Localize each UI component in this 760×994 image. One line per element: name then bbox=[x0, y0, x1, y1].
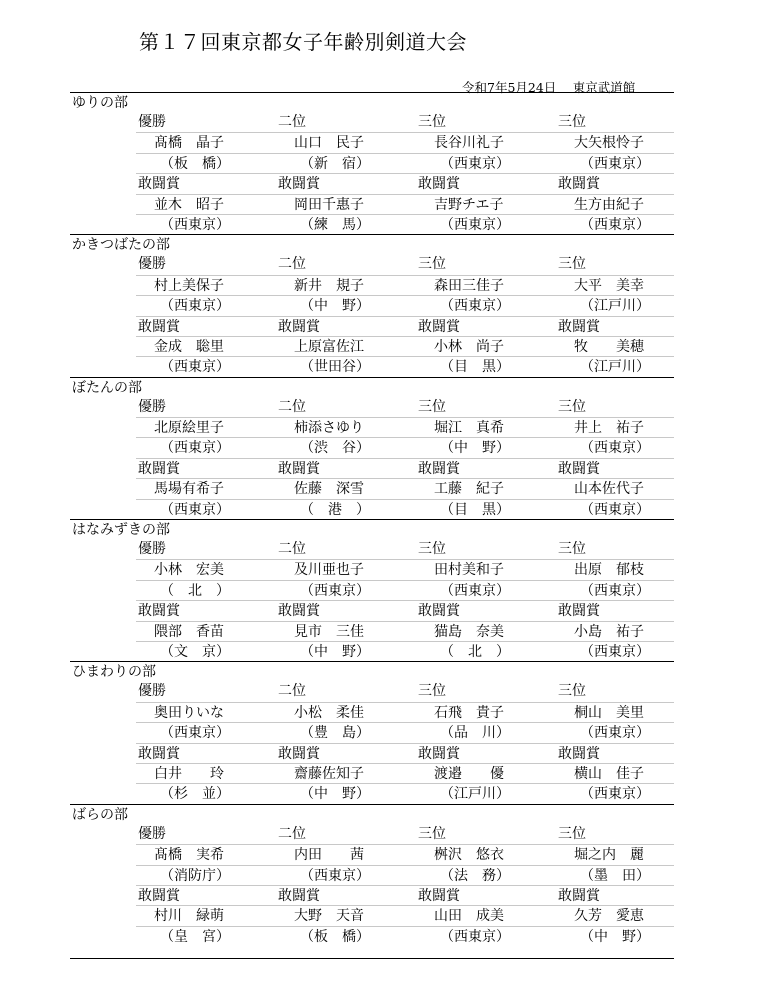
winner-affiliation: （西東京） bbox=[440, 298, 510, 315]
winner-affiliation: （西東京） bbox=[580, 582, 650, 599]
result-row bbox=[136, 173, 674, 193]
place-label: 三位 bbox=[418, 256, 446, 273]
results-table bbox=[70, 92, 674, 946]
fighting-spirit-name: 猫島 奈美 bbox=[434, 623, 504, 640]
fighting-spirit-label: 敢闘賞 bbox=[138, 460, 180, 477]
winner-name: 村上美保子 bbox=[154, 277, 224, 294]
place-label: 二位 bbox=[278, 256, 306, 273]
winner-name: 桝沢 悠衣 bbox=[434, 847, 504, 864]
division-name: ゆりの部 bbox=[70, 92, 674, 112]
fighting-spirit-name: 横山 佳子 bbox=[574, 765, 644, 782]
result-row bbox=[136, 743, 674, 763]
winner-affiliation: （豊 島） bbox=[300, 725, 370, 742]
place-label: 優勝 bbox=[138, 114, 166, 130]
fighting-spirit-name: 工藤 紀子 bbox=[434, 481, 504, 498]
place-label: 三位 bbox=[558, 541, 586, 558]
fighting-spirit-name: 山田 成美 bbox=[434, 908, 504, 925]
winner-name: 桐山 美里 bbox=[574, 704, 644, 721]
winner-name: 柿添さゆり bbox=[294, 420, 364, 437]
winner-affiliation: （西東京） bbox=[160, 725, 230, 742]
result-row bbox=[136, 865, 674, 885]
result-row bbox=[136, 356, 674, 376]
fighting-spirit-label: 敢闘賞 bbox=[138, 887, 180, 904]
fighting-spirit-name: 並木 昭子 bbox=[154, 196, 224, 213]
fighting-spirit-affiliation: （西東京） bbox=[160, 501, 230, 518]
fighting-spirit-label: 敢闘賞 bbox=[418, 176, 460, 193]
result-row bbox=[136, 824, 674, 844]
result-row bbox=[136, 275, 674, 295]
winner-affiliation: （法 務） bbox=[440, 867, 510, 884]
winner-name: 内田 茜 bbox=[294, 847, 364, 864]
result-row bbox=[136, 316, 674, 336]
fighting-spirit-affiliation: （板 橋） bbox=[300, 928, 370, 945]
winner-affiliation: （品 川） bbox=[440, 725, 510, 742]
division-section bbox=[70, 804, 674, 946]
result-row bbox=[136, 336, 674, 356]
result-row bbox=[136, 499, 674, 519]
winner-name: 長谷川礼子 bbox=[434, 135, 504, 152]
place-label: 三位 bbox=[418, 114, 446, 130]
winner-affiliation: （西東京） bbox=[300, 582, 370, 599]
place-label: 二位 bbox=[278, 114, 306, 130]
fighting-spirit-label: 敢闘賞 bbox=[418, 318, 460, 335]
result-row bbox=[136, 681, 674, 701]
fighting-spirit-affiliation: （ 北 ） bbox=[440, 643, 510, 660]
place-label: 三位 bbox=[418, 825, 446, 842]
winner-name: 小林 宏美 bbox=[154, 562, 224, 579]
place-label: 三位 bbox=[418, 541, 446, 558]
result-row bbox=[136, 539, 674, 559]
fighting-spirit-name: 生方由紀子 bbox=[574, 196, 644, 213]
page-title: 第１７回東京都女子年齢別剣道大会 bbox=[139, 30, 467, 54]
fighting-spirit-label: 敢闘賞 bbox=[418, 460, 460, 477]
fighting-spirit-label: 敢闘賞 bbox=[418, 887, 460, 904]
fighting-spirit-affiliation: （江戸川） bbox=[580, 359, 650, 376]
fighting-spirit-name: 小島 祐子 bbox=[574, 623, 644, 640]
fighting-spirit-name: 村川 緑萌 bbox=[154, 908, 224, 925]
fighting-spirit-name: 見市 三佳 bbox=[294, 623, 364, 640]
fighting-spirit-affiliation: （江戸川） bbox=[440, 786, 510, 803]
winner-affiliation: （ 北 ） bbox=[160, 582, 230, 599]
fighting-spirit-label: 敢闘賞 bbox=[418, 745, 460, 762]
fighting-spirit-label: 敢闘賞 bbox=[558, 603, 600, 620]
winner-affiliation: （西東京） bbox=[580, 155, 650, 172]
event-date-venue: 令和7年5月24日 東京武道館 bbox=[462, 80, 636, 95]
winner-affiliation: （西東京） bbox=[300, 867, 370, 884]
division-name: ばらの部 bbox=[70, 804, 674, 824]
division-section bbox=[70, 519, 674, 661]
place-label: 三位 bbox=[558, 114, 586, 130]
fighting-spirit-affiliation: （西東京） bbox=[580, 501, 650, 518]
fighting-spirit-name: 山本佐代子 bbox=[574, 481, 644, 498]
result-row bbox=[136, 458, 674, 478]
fighting-spirit-label: 敢闘賞 bbox=[138, 176, 180, 193]
fighting-spirit-name: 齋藤佐知子 bbox=[294, 765, 364, 782]
result-row bbox=[136, 926, 674, 946]
place-label: 二位 bbox=[278, 683, 306, 700]
fighting-spirit-name: 小林 尚子 bbox=[434, 338, 504, 355]
fighting-spirit-label: 敢闘賞 bbox=[558, 318, 600, 335]
place-label: 三位 bbox=[558, 825, 586, 842]
result-row bbox=[136, 763, 674, 783]
fighting-spirit-affiliation: （文 京） bbox=[160, 643, 230, 660]
winner-affiliation: （板 橋） bbox=[160, 155, 230, 172]
division-section bbox=[70, 661, 674, 803]
fighting-spirit-affiliation: （目 黒） bbox=[440, 501, 510, 518]
place-label: 優勝 bbox=[138, 256, 166, 273]
fighting-spirit-name: 金成 聡里 bbox=[154, 338, 224, 355]
result-row bbox=[136, 885, 674, 905]
place-label: 二位 bbox=[278, 398, 306, 415]
fighting-spirit-label: 敢闘賞 bbox=[558, 460, 600, 477]
result-row bbox=[136, 621, 674, 641]
winner-affiliation: （新 宿） bbox=[300, 155, 370, 172]
winner-affiliation: （中 野） bbox=[440, 440, 510, 457]
place-label: 優勝 bbox=[138, 825, 166, 842]
winner-name: 髙橋 晶子 bbox=[154, 135, 224, 152]
fighting-spirit-name: 隈部 香苗 bbox=[154, 623, 224, 640]
fighting-spirit-label: 敢闘賞 bbox=[138, 603, 180, 620]
winner-affiliation: （江戸川） bbox=[580, 298, 650, 315]
fighting-spirit-label: 敢闘賞 bbox=[558, 176, 600, 193]
winner-affiliation: （渋 谷） bbox=[300, 440, 370, 457]
fighting-spirit-affiliation: （中 野） bbox=[300, 643, 370, 660]
division-section bbox=[70, 234, 674, 376]
winner-name: 井上 祐子 bbox=[574, 420, 644, 437]
fighting-spirit-affiliation: （西東京） bbox=[440, 928, 510, 945]
fighting-spirit-name: 白井 玲 bbox=[154, 765, 224, 782]
result-row bbox=[136, 214, 674, 234]
fighting-spirit-affiliation: （西東京） bbox=[440, 216, 510, 233]
division-section bbox=[70, 92, 674, 234]
fighting-spirit-affiliation: （西東京） bbox=[580, 786, 650, 803]
division-section bbox=[70, 377, 674, 519]
fighting-spirit-label: 敢闘賞 bbox=[278, 887, 320, 904]
fighting-spirit-affiliation: （中 野） bbox=[580, 928, 650, 945]
fighting-spirit-label: 敢闘賞 bbox=[278, 176, 320, 193]
winner-name: 山口 民子 bbox=[294, 135, 364, 152]
place-label: 二位 bbox=[278, 541, 306, 558]
winner-affiliation: （中 野） bbox=[300, 298, 370, 315]
winner-affiliation: （墨 田） bbox=[580, 867, 650, 884]
place-label: 優勝 bbox=[138, 398, 166, 415]
place-label: 優勝 bbox=[138, 683, 166, 700]
winner-name: 堀之内 麗 bbox=[574, 847, 644, 864]
result-row bbox=[136, 702, 674, 722]
winner-name: 新井 規子 bbox=[294, 277, 364, 294]
fighting-spirit-name: 馬場有希子 bbox=[154, 481, 224, 498]
fighting-spirit-name: 牧 美穂 bbox=[574, 338, 644, 355]
fighting-spirit-affiliation: （ 港 ） bbox=[300, 501, 370, 518]
result-row bbox=[136, 295, 674, 315]
result-row bbox=[136, 905, 674, 925]
fighting-spirit-name: 上原富佐江 bbox=[294, 338, 364, 355]
result-row bbox=[136, 132, 674, 152]
fighting-spirit-affiliation: （西東京） bbox=[580, 216, 650, 233]
result-row bbox=[136, 580, 674, 600]
result-row bbox=[136, 722, 674, 742]
fighting-spirit-name: 岡田千惠子 bbox=[294, 196, 364, 213]
winner-name: 大矢根怜子 bbox=[574, 135, 644, 152]
fighting-spirit-affiliation: （杉 並） bbox=[160, 786, 230, 803]
result-row bbox=[136, 417, 674, 437]
winner-name: 小松 柔佳 bbox=[294, 704, 364, 721]
result-row bbox=[136, 112, 674, 132]
division-name: かきつばたの部 bbox=[70, 234, 674, 254]
fighting-spirit-name: 渡邉 優 bbox=[434, 765, 504, 782]
bottom-rule bbox=[70, 958, 674, 959]
winner-name: 田村美和子 bbox=[434, 562, 504, 579]
winner-affiliation: （西東京） bbox=[440, 582, 510, 599]
fighting-spirit-affiliation: （世田谷） bbox=[300, 359, 370, 376]
place-label: 三位 bbox=[558, 398, 586, 415]
fighting-spirit-affiliation: （練 馬） bbox=[300, 216, 370, 233]
division-name: ぼたんの部 bbox=[70, 377, 674, 397]
place-label: 三位 bbox=[418, 683, 446, 700]
place-label: 三位 bbox=[558, 683, 586, 700]
fighting-spirit-affiliation: （皇 宮） bbox=[160, 928, 230, 945]
fighting-spirit-affiliation: （西東京） bbox=[160, 216, 230, 233]
winner-affiliation: （西東京） bbox=[580, 725, 650, 742]
fighting-spirit-name: 久芳 愛恵 bbox=[574, 908, 644, 925]
place-label: 優勝 bbox=[138, 541, 166, 558]
winner-name: 奥田りいな bbox=[154, 704, 224, 721]
fighting-spirit-label: 敢闘賞 bbox=[278, 603, 320, 620]
result-row bbox=[136, 641, 674, 661]
winner-affiliation: （西東京） bbox=[580, 440, 650, 457]
winner-affiliation: （消防庁） bbox=[160, 867, 230, 884]
fighting-spirit-label: 敢闘賞 bbox=[138, 318, 180, 335]
division-name: ひまわりの部 bbox=[70, 661, 674, 681]
fighting-spirit-affiliation: （西東京） bbox=[580, 643, 650, 660]
fighting-spirit-label: 敢闘賞 bbox=[558, 887, 600, 904]
result-row bbox=[136, 153, 674, 173]
place-label: 三位 bbox=[558, 256, 586, 273]
result-row bbox=[136, 559, 674, 579]
winner-name: 北原絵里子 bbox=[154, 420, 224, 437]
result-row bbox=[136, 254, 674, 274]
fighting-spirit-label: 敢闘賞 bbox=[418, 603, 460, 620]
division-name: はなみずきの部 bbox=[70, 519, 674, 539]
place-label: 二位 bbox=[278, 825, 306, 842]
fighting-spirit-label: 敢闘賞 bbox=[278, 460, 320, 477]
winner-name: 出原 郁枝 bbox=[574, 562, 644, 579]
winner-affiliation: （西東京） bbox=[160, 298, 230, 315]
fighting-spirit-name: 吉野チエ子 bbox=[434, 196, 504, 213]
fighting-spirit-label: 敢闘賞 bbox=[278, 745, 320, 762]
place-label: 三位 bbox=[418, 398, 446, 415]
winner-name: 及川亜也子 bbox=[294, 562, 364, 579]
fighting-spirit-label: 敢闘賞 bbox=[138, 745, 180, 762]
fighting-spirit-affiliation: （中 野） bbox=[300, 786, 370, 803]
result-row bbox=[136, 600, 674, 620]
winner-name: 大平 美幸 bbox=[574, 277, 644, 294]
winner-affiliation: （西東京） bbox=[160, 440, 230, 457]
result-row bbox=[136, 397, 674, 417]
result-row bbox=[136, 478, 674, 498]
winner-name: 堀江 真希 bbox=[434, 420, 504, 437]
result-row bbox=[136, 194, 674, 214]
winner-name: 石飛 貴子 bbox=[434, 704, 504, 721]
fighting-spirit-label: 敢闘賞 bbox=[278, 318, 320, 335]
winner-name: 髙橋 実希 bbox=[154, 847, 224, 864]
fighting-spirit-name: 佐藤 深雪 bbox=[294, 481, 364, 498]
result-row bbox=[136, 783, 674, 803]
result-row bbox=[136, 437, 674, 457]
fighting-spirit-affiliation: （西東京） bbox=[160, 359, 230, 376]
fighting-spirit-affiliation: （目 黒） bbox=[440, 359, 510, 376]
fighting-spirit-label: 敢闘賞 bbox=[558, 745, 600, 762]
result-row bbox=[136, 844, 674, 864]
winner-name: 森田三佳子 bbox=[434, 277, 504, 294]
fighting-spirit-name: 大野 天音 bbox=[294, 908, 364, 925]
winner-affiliation: （西東京） bbox=[440, 155, 510, 172]
